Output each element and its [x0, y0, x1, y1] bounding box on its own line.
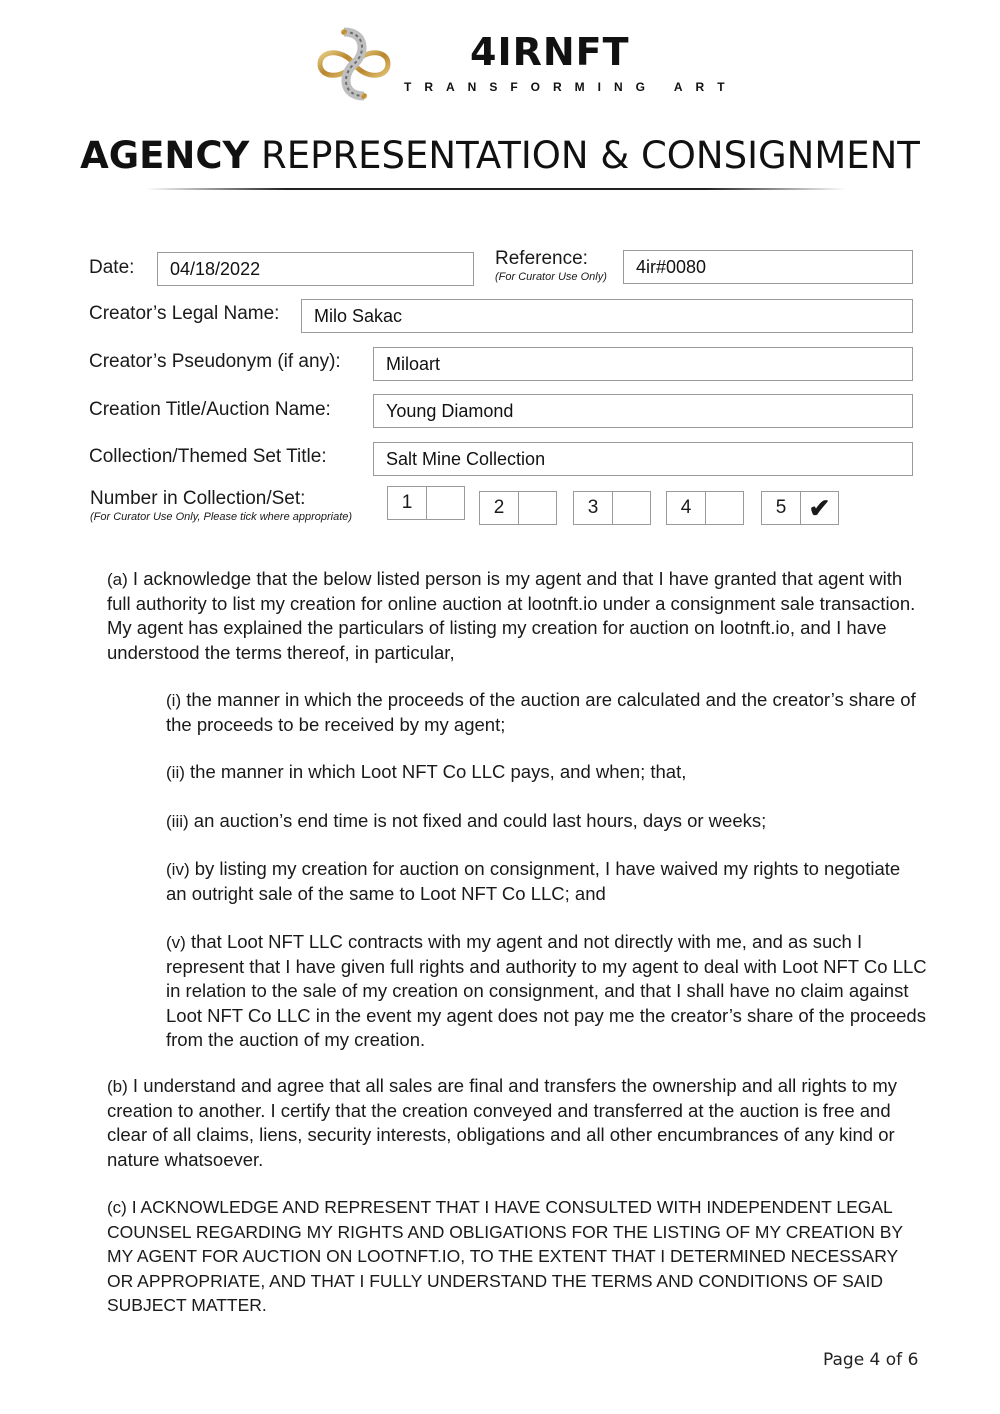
page-number: Page 4 of 6 [823, 1350, 919, 1370]
clause-text: I understand and agree that all sales are final and transfers the ownership and all rights to my creation to another. I certify that the creation conveyed and transferred at the auction is free and clear of all claims, liens, security interests, obligations and all other encumbrances of any kind or nature whatsoever. [107, 1075, 898, 1170]
set-number-tick[interactable] [427, 487, 464, 519]
set-number-tick[interactable] [613, 492, 650, 524]
clause-c [107, 1195, 907, 1317]
page-title [0, 134, 1000, 177]
set-number-label: 2 [480, 492, 519, 524]
set-number-label: 1 [388, 487, 427, 519]
legal-name-label: Creator’s Legal Name: [89, 303, 280, 324]
clause-marker: (a) [107, 570, 128, 589]
set-number-label: 3 [574, 492, 613, 524]
clause-marker: (i) [166, 691, 182, 710]
set-number-tick[interactable] [519, 492, 556, 524]
clause-marker: (iii) [166, 812, 189, 831]
legal-name-field[interactable]: Milo Sakac [301, 299, 913, 333]
collection-label: Collection/Themed Set Title: [89, 446, 327, 467]
clause-marker: (iv) [166, 860, 190, 879]
set-number-box-2[interactable] [479, 491, 557, 525]
brand-logo-icon [314, 24, 394, 104]
clause-iii [166, 809, 921, 834]
brand-tagline: TRANSFORMING ART [404, 80, 738, 94]
clause-marker: (ii) [166, 763, 185, 782]
clause-marker: (b) [107, 1077, 128, 1096]
clause-marker: (c) [107, 1198, 127, 1217]
clause-a [107, 567, 927, 665]
set-number-box-4[interactable] [666, 491, 744, 525]
set-number-label: 5 [762, 492, 801, 524]
reference-label: Reference: [495, 248, 588, 269]
clause-i [166, 688, 921, 737]
title-divider [146, 188, 846, 190]
clause-text: by listing my creation for auction on consignment, I have waived my rights to negotiate an outright sale of the same to Loot NFT Co LLC; and [166, 858, 901, 905]
pseudonym-field[interactable]: Miloart [373, 347, 913, 381]
pseudonym-label: Creator’s Pseudonym (if any): [89, 351, 341, 372]
set-number-label: 4 [667, 492, 706, 524]
page-title-bold: AGENCY [80, 134, 250, 177]
number-in-set-label: Number in Collection/Set: [90, 488, 306, 509]
set-number-box-1[interactable] [387, 486, 465, 520]
clause-text: that Loot NFT LLC contracts with my agent and not directly with me, and as such I represent that I have given full rights and authority to my agent to deal with Loot NFT Co LLC in relation to the sale of my creation on consignment, and that I shall have no claim against Loot NFT Co LLC in the event my agent does not pay me the creator’s share of the proceeds from the auction of my creation. [166, 931, 927, 1050]
number-in-set-note: (For Curator Use Only, Please tick where appropriate) [90, 511, 353, 523]
clause-marker: (v) [166, 933, 186, 952]
page-title-rest: REPRESENTATION & CONSIGNMENT [249, 134, 920, 177]
clause-text: I ACKNOWLEDGE AND REPRESENT THAT I HAVE CONSULTED WITH INDEPENDENT LEGAL COUNSEL REGARDING MY RIGHTS AND OBLIGATIONS FOR THE LISTING OF MY CREATION BY MY AGENT FOR AUCTION ON LOOTNFT.IO, TO THE EXTENT THAT I DETERMINED NECESSARY OR APPROPRIATE, AND THAT I FULLY UNDERSTAND THE TERMS AND CONDITIONS OF SAID SUBJECT MATTER. [107, 1197, 903, 1315]
set-number-box-3[interactable] [573, 491, 651, 525]
clause-text: the manner in which Loot NFT Co LLC pays, and when; that, [190, 761, 687, 782]
set-number-box-5[interactable] [761, 491, 839, 525]
reference-note: (For Curator Use Only) [495, 271, 607, 283]
reference-field[interactable]: 4ir#0080 [623, 250, 913, 284]
date-field[interactable]: 04/18/2022 [157, 252, 474, 286]
clause-text: I acknowledge that the below listed person is my agent and that I have granted that agent with full authority to list my creation for online auction at lootnft.io under a consignment sale transaction. My agent has explained the particulars of listing my creation for auction on lootnft.io, and I have understood the terms thereof, in particular, [107, 568, 916, 663]
brand-name: 4IRNFT [470, 30, 630, 74]
creation-title-label: Creation Title/Auction Name: [89, 399, 331, 420]
date-label: Date: [89, 257, 135, 278]
clause-v [166, 930, 928, 1052]
clause-text: an auction’s end time is not fixed and could last hours, days or weeks; [193, 810, 767, 831]
set-number-tick[interactable] [706, 492, 743, 524]
clause-ii [166, 760, 921, 785]
collection-field[interactable]: Salt Mine Collection [373, 442, 913, 476]
creation-title-field[interactable]: Young Diamond [373, 394, 913, 428]
set-number-tick[interactable]: ✔ [808, 492, 831, 523]
clause-text: the manner in which the proceeds of the auction are calculated and the creator’s share of the proceeds to be received by my agent; [166, 689, 916, 736]
clause-iv [166, 857, 906, 906]
clause-b [107, 1074, 925, 1172]
